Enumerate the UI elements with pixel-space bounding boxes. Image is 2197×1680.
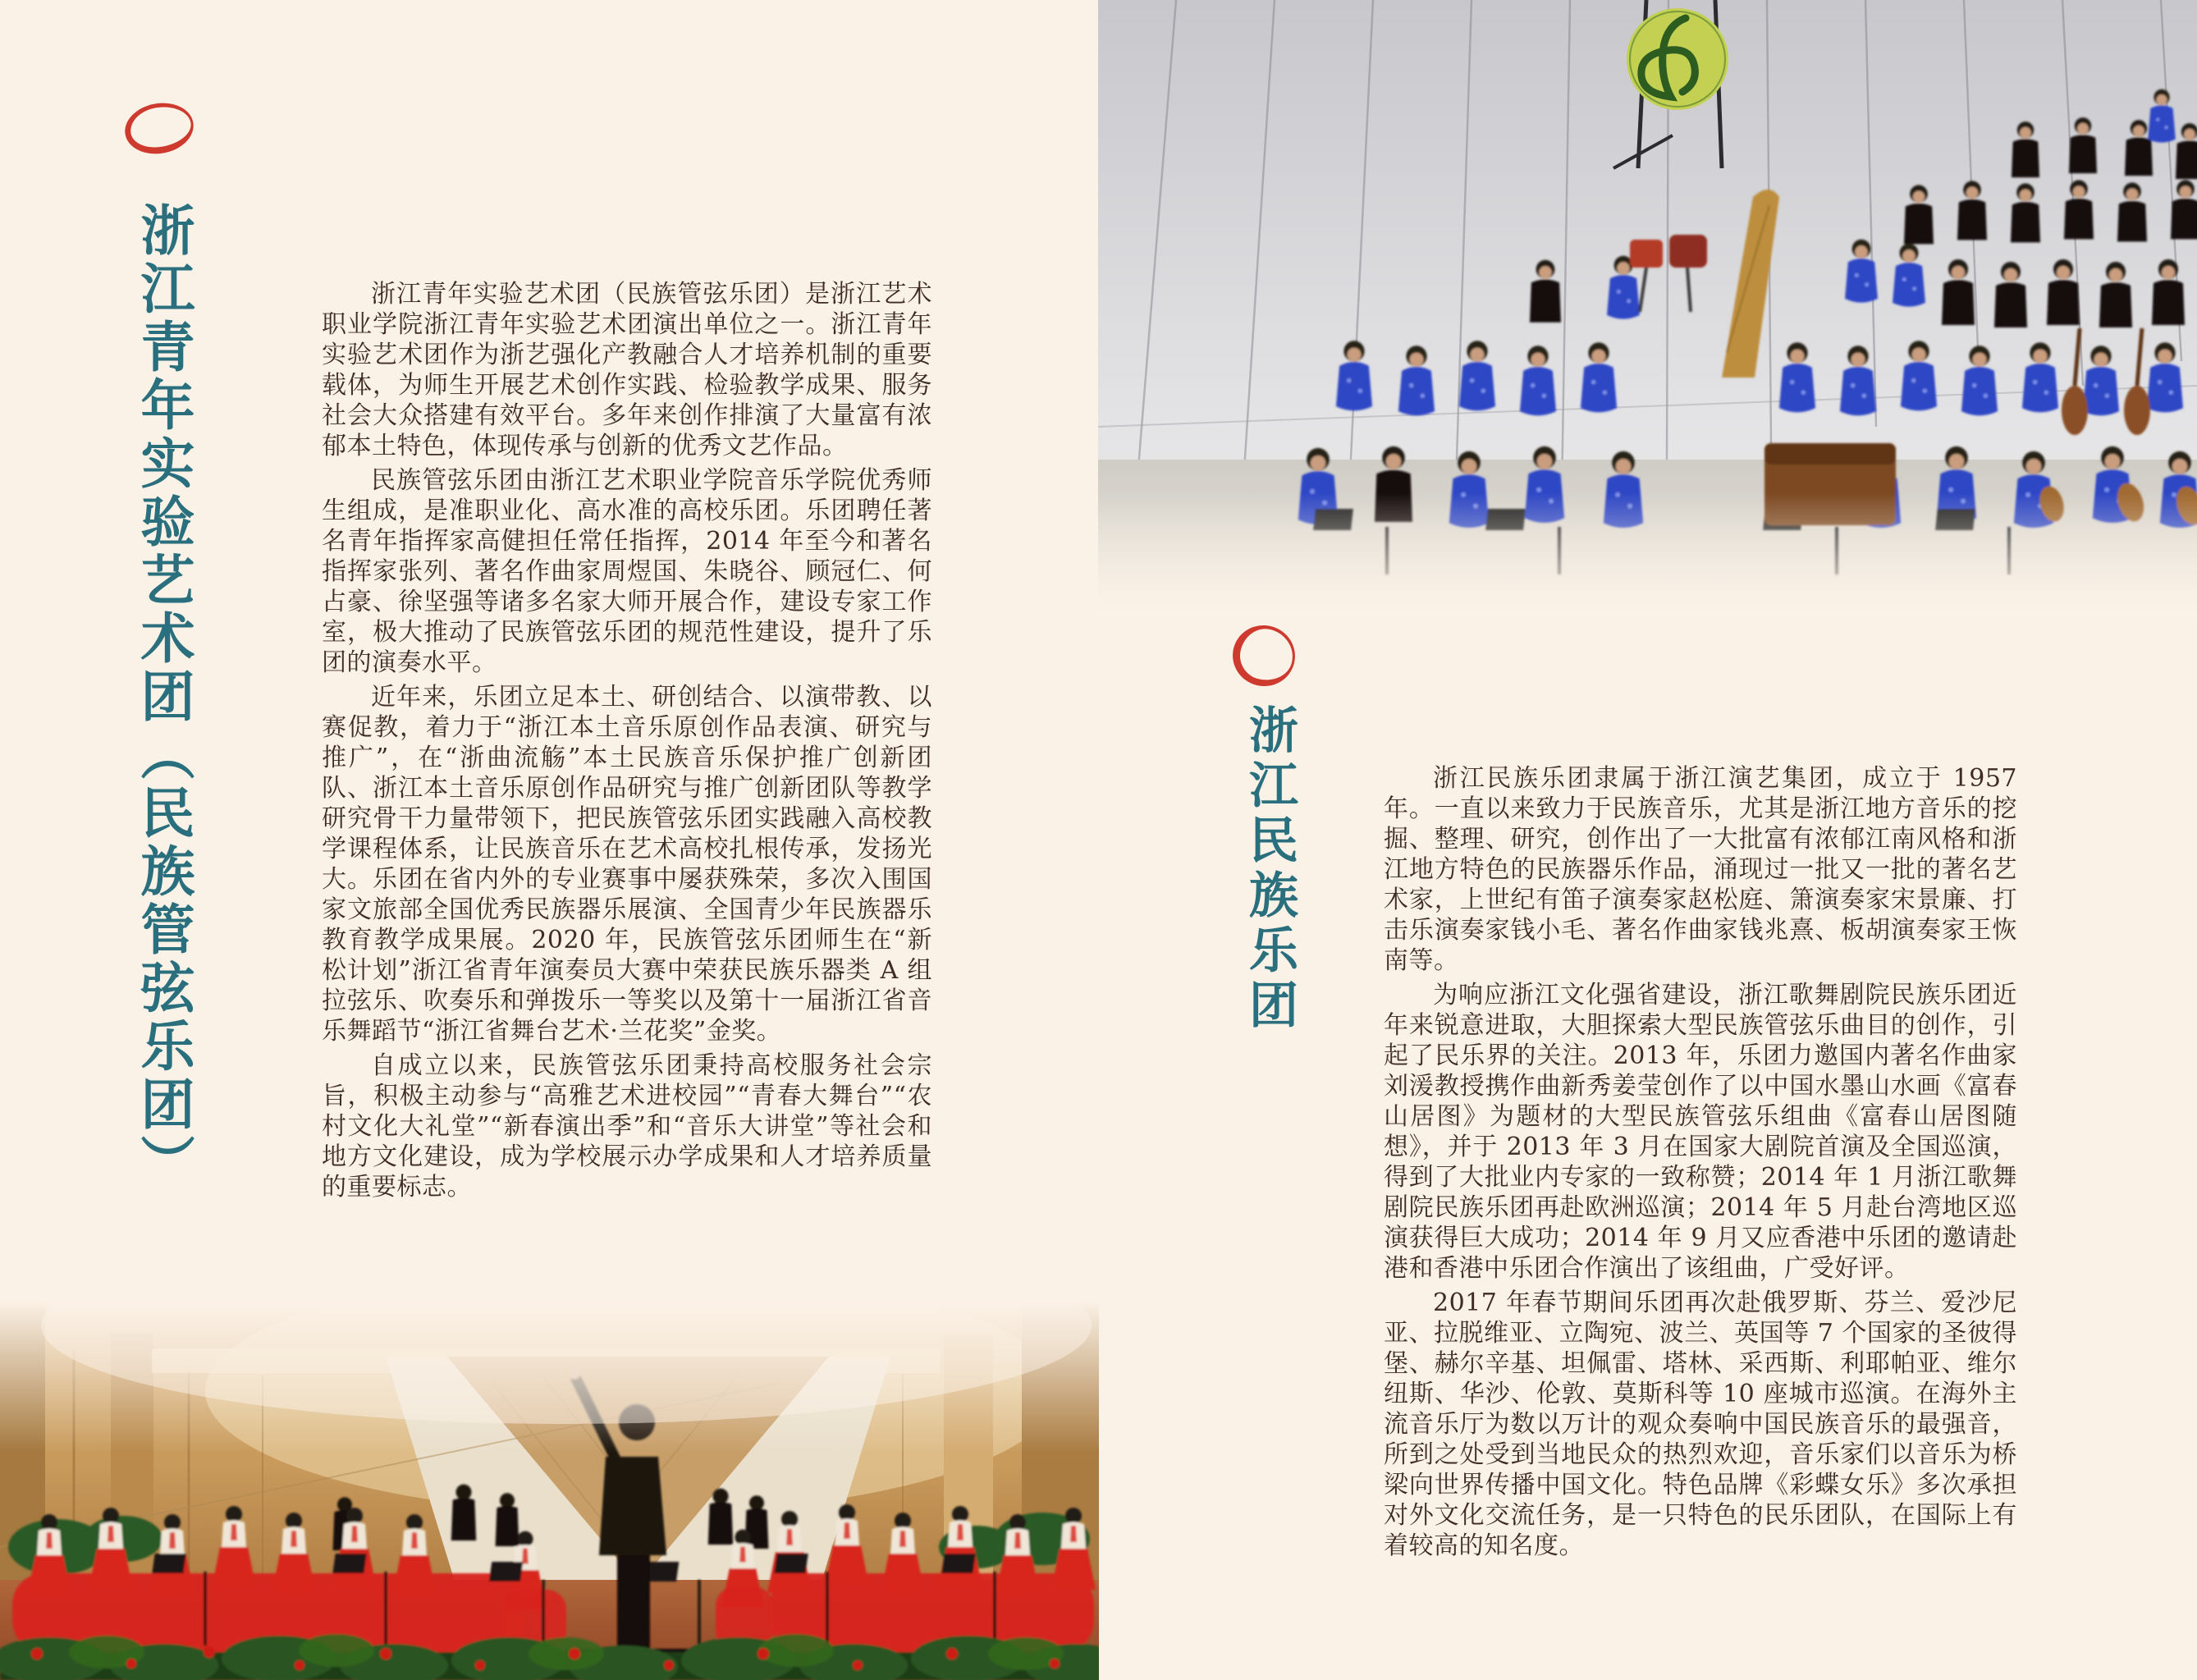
orchestra-photo-red-scene: [0, 1301, 1099, 1680]
paragraph: 为响应浙江文化强省建设，浙江歌舞剧院民族乐团近年来锐意进取，大胆探索大型民族管弦乐曲目的创作，引起了民乐界的关注。2013 年，乐团力邀国内著名作曲家刘湲教授携作曲新秀姜莹创作了以中国水墨山水画《富春山居图》为题材的大型民族管弦乐组曲《富春山居图随想》，并于 2013 年 3 月在国家大剧院首演及全国巡演，得到了大批业内专家的一致称赞；2014 年 1 月浙江歌舞剧院民族乐团再赴欧洲巡演；2014 年 5 月赴台湾地区巡演获得巨大成功；2014 年 9 月又应香港中乐团的邀请赴港和香港中乐团合作演出了该组曲，广受好评。: [1384, 981, 2017, 1283]
orchestra-photo-blue: [1098, 0, 2197, 614]
right-page-title: 浙江民族乐团: [1241, 704, 1298, 1034]
photo-bottom-fade: [1098, 492, 2197, 614]
left-page-body: [322, 279, 932, 1206]
paragraph: 浙江民族乐团隶属于浙江演艺集团，成立于 1957 年。一直以来致力于民族音乐，尤其是浙江地方音乐的挖掘、整理、研究，创作出了一大批富有浓郁江南风格和浙江地方特色的民族器乐作品，涌现过一批又一批的著名艺术家，上世纪有笛子演奏家赵松庭、箫演奏家宋景廉、打击乐演奏家钱小毛、著名作曲家钱兆熹、板胡演奏家王恢南等。: [1384, 764, 2017, 975]
right-page-body: [1384, 763, 2017, 1565]
brush-circle-ornament-right: [1226, 619, 1302, 693]
paragraph: 2017 年春节期间乐团再次赴俄罗斯、芬兰、爱沙尼亚、拉脱维亚、立陶宛、波兰、英国等 7 个国家的圣彼得堡、赫尔辛基、坦佩雷、塔林、采西斯、利耶帕亚、维尔纽斯、华沙、伦敦、莫斯科等 10 座城市巡演。在海外主流音乐厅为数以万计的观众奏响中国民族音乐的最强音，所到之处受到当地民众的热烈欢迎，音乐家们以音乐为桥梁向世界传播中国文化。特色品牌《彩蝶女乐》多次承担对外文化交流任务，是一只特色的民乐团队，在国际上有着较高的知名度。: [1384, 1289, 2017, 1560]
orchestra-photo-red: [0, 1301, 1099, 1680]
paragraph: 自成立以来，民族管弦乐团秉持高校服务社会宗旨，积极主动参与“高雅艺术进校园”“青春大舞台”“农村文化大礼堂”“新春演出季”和“音乐大讲堂”等社会和地方文化建设，成为学校展示办学成果和人才培养质量的重要标志。: [322, 1051, 932, 1202]
paragraph: 近年来，乐团立足本土、研创结合、以演带教、以赛促教，着力于“浙江本土音乐原创作品表演、研究与推广”，在“浙曲流觞”本土民族音乐保护推广创新团队、浙江本土音乐原创作品研究与推广创新团队等教学研究骨干力量带领下，把民族管弦乐团实践融入高校教学课程体系，让民族音乐在艺术高校扎根传承，发扬光大。乐团在省内外的专业赛事中屡获殊荣，多次入围国家文旅部全国优秀民族器乐展演、全国青少年民族器乐教育教学成果展。2020 年，民族管弦乐团师生在“新松计划”浙江省青年演奏员大赛中荣获民族乐器类 A 组拉弦乐、吹奏乐和弹拨乐一等奖以及第十一届浙江省音乐舞蹈节“浙江省舞台艺术·兰花奖”金奖。: [322, 683, 932, 1046]
left-page-title: 浙江青年实验艺术团（民族管弦乐团）: [131, 202, 195, 1192]
paragraph: 民族管弦乐团由浙江艺术职业学院音乐学院优秀师生组成，是准职业化、高水准的高校乐团。乐团聘任著名青年指挥家高健担任常任指挥，2014 年至今和著名指挥家张列、著名作曲家周煜国、朱晓谷、顾冠仁、何占豪、徐坚强等诸多名家大师开展合作，建设专家工作室，极大推动了民族管弦乐团的规范性建设，提升了乐团的演奏水平。: [322, 466, 932, 677]
orchestra-photo-blue-scene: [1098, 0, 2197, 614]
brush-circle-ornament-left: [121, 98, 197, 159]
paragraph: 浙江青年实验艺术团（民族管弦乐团）是浙江艺术职业学院浙江青年实验艺术团演出单位之一。浙江青年实验艺术团作为浙艺强化产教融合人才培养机制的重要载体，为师生开展艺术创作实践、检验教学成果、服务社会大众搭建有效平台。多年来创作排演了大量富有浓郁本土特色，体现传承与创新的优秀文艺作品。: [322, 280, 932, 460]
